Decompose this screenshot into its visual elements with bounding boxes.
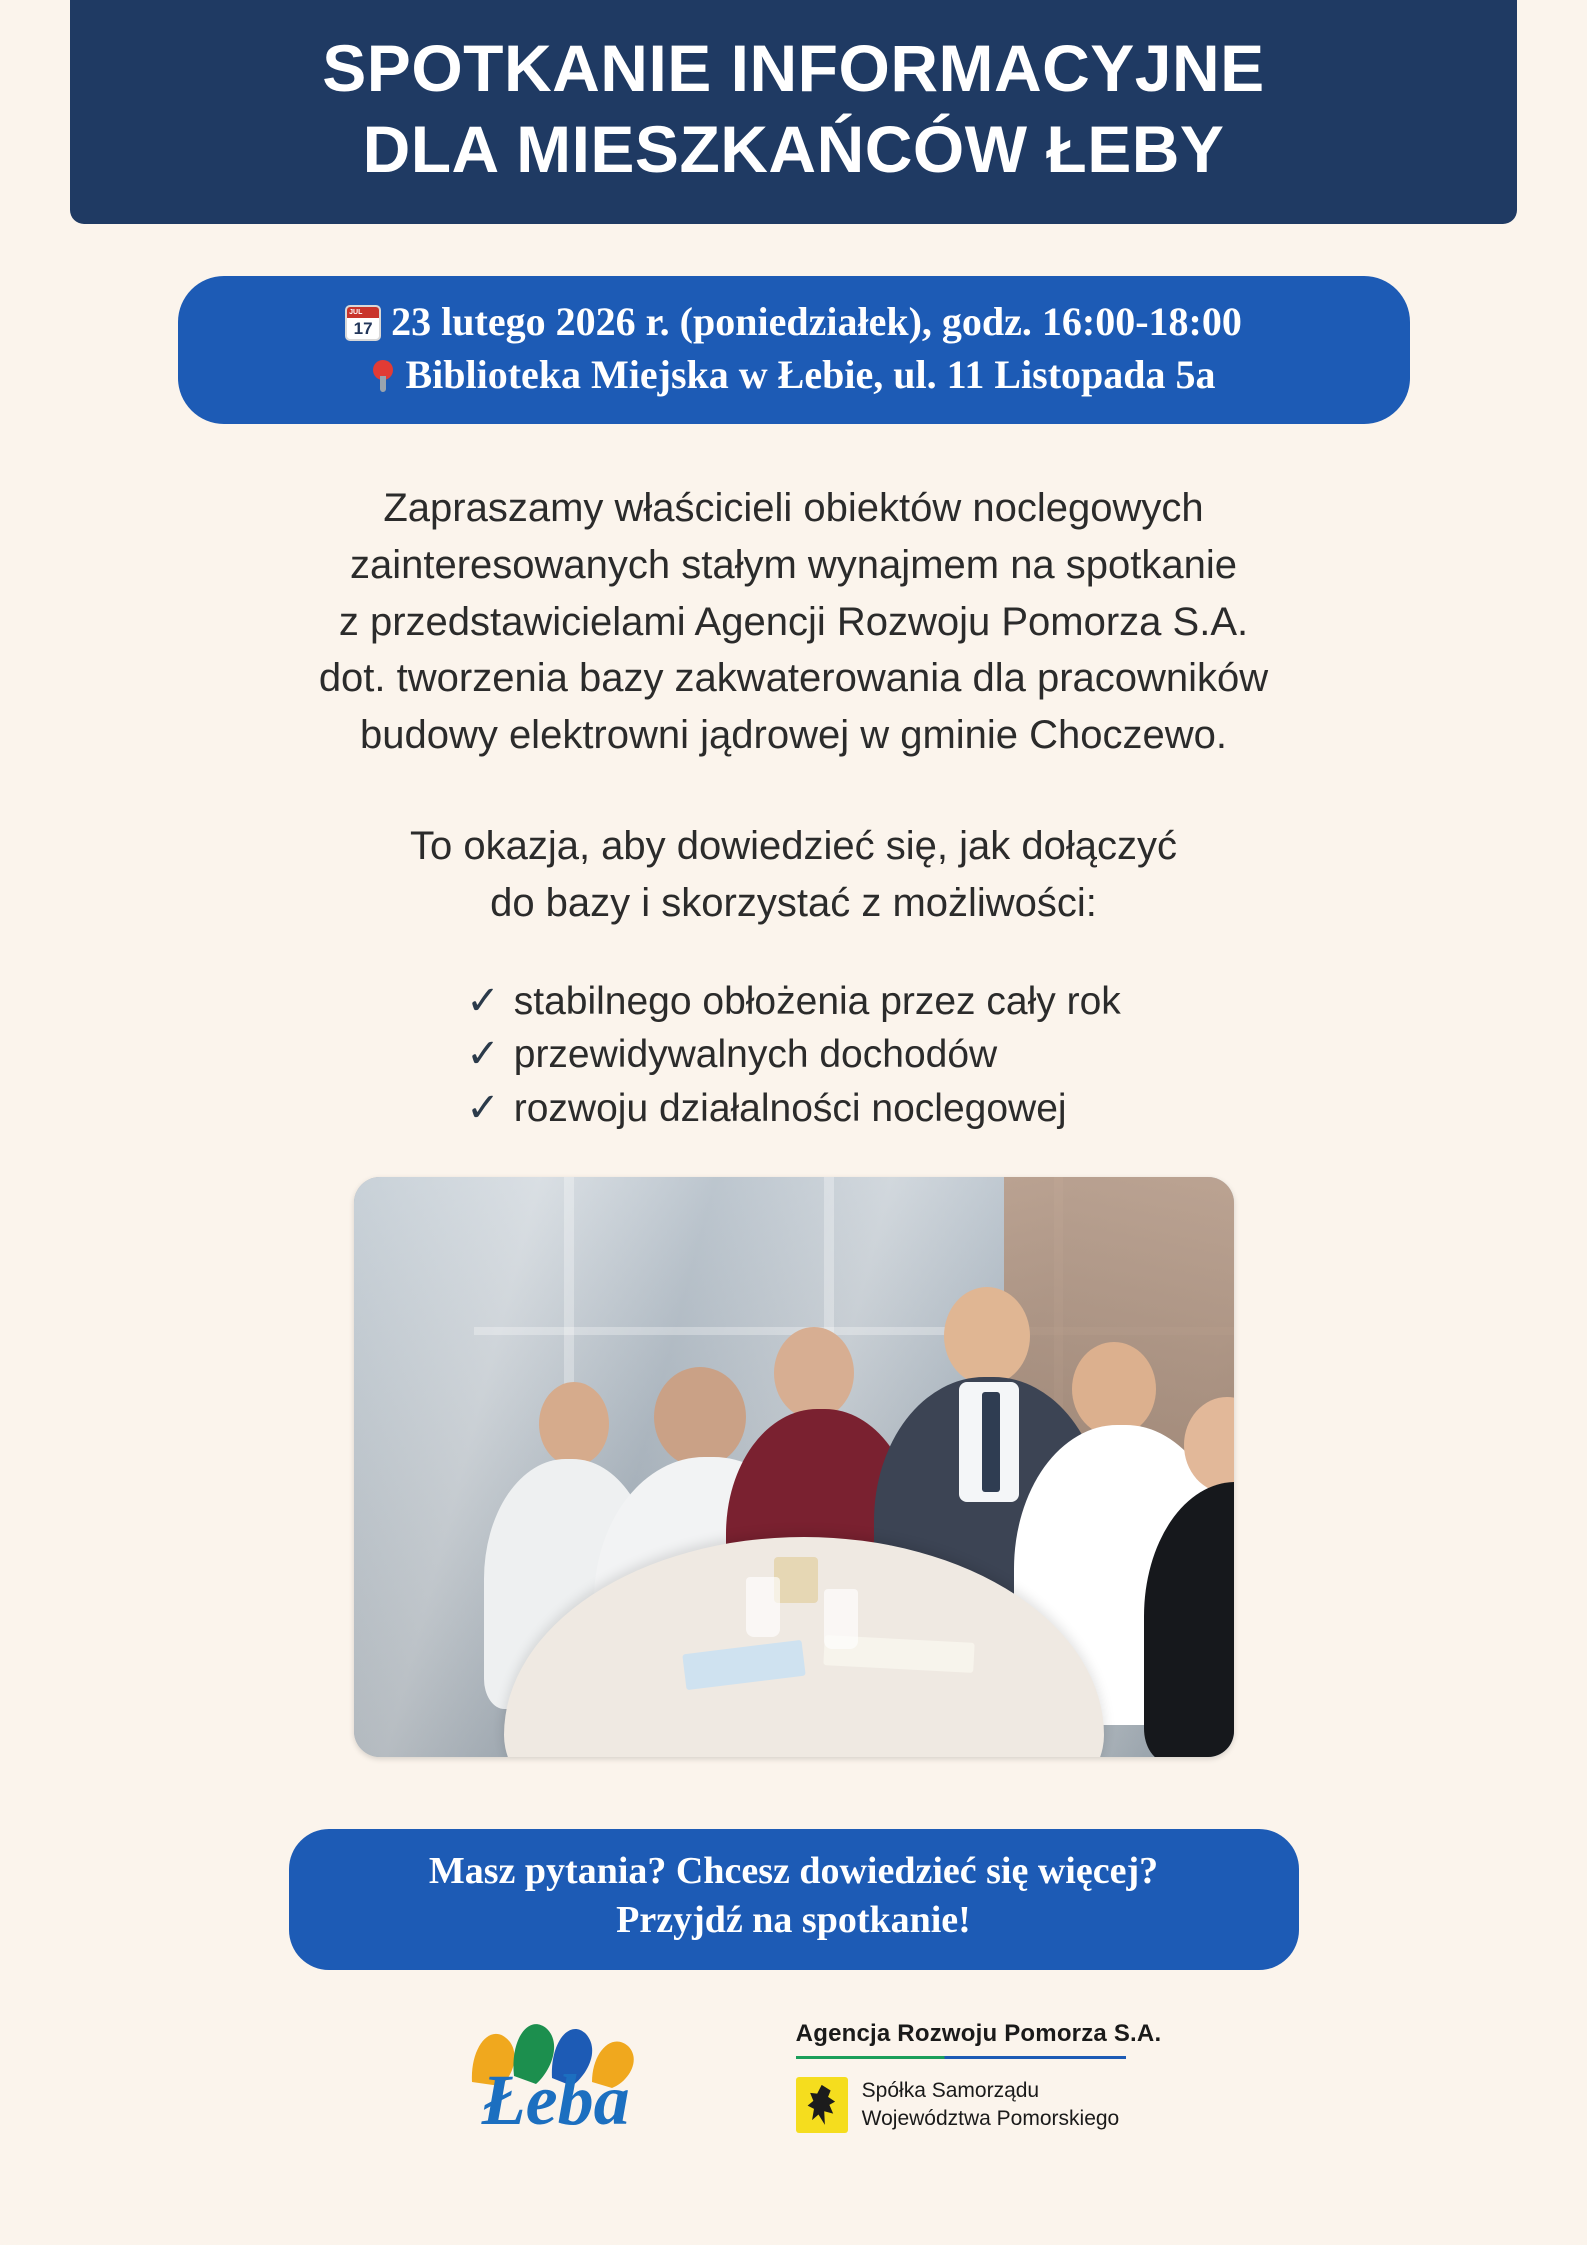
intro-line-3: z przedstawicielami Agencji Rozwoju Pomorza S.A. xyxy=(338,599,1249,644)
event-place-row xyxy=(208,349,1380,402)
arp-logo xyxy=(796,2012,1162,2133)
check-icon: ✓ xyxy=(466,1031,500,1078)
body-copy xyxy=(169,480,1419,932)
meeting-photo-image xyxy=(354,1177,1234,1757)
page-title-line-2: DLA MIESZKAŃCÓW ŁEBY xyxy=(362,112,1225,187)
pencil-holder xyxy=(774,1557,818,1603)
opportunity-line-1: To okazja, aby dowiedzieć się, jak dołączyć xyxy=(409,823,1178,868)
check-icon: ✓ xyxy=(466,977,500,1024)
leba-logo-text: Łeba xyxy=(481,2059,630,2140)
list-item xyxy=(466,1083,1121,1135)
pomorskie-caption-line-1: Spółka Samorządu xyxy=(861,2079,1040,2103)
water-glass xyxy=(824,1589,858,1649)
intro-line-4: dot. tworzenia bazy zakwaterowania dla pracowników xyxy=(318,656,1269,701)
event-date-row xyxy=(208,296,1380,349)
intro-line-1: Zapraszamy właścicieli obiektów noclegowych xyxy=(383,485,1204,530)
calendar-icon-month: JUL xyxy=(347,307,379,318)
benefits-list xyxy=(169,976,1419,1136)
leba-logo xyxy=(426,2012,676,2162)
calendar-icon xyxy=(345,305,381,341)
intro-line-2: zainteresowanych stałym wynajmem na spotkanie xyxy=(349,542,1238,587)
pomorskie-crest-icon xyxy=(796,2077,848,2133)
paragraph-spacer xyxy=(169,764,1419,818)
water-glass xyxy=(746,1577,780,1637)
footer-logos xyxy=(169,2012,1419,2162)
header-banner xyxy=(70,0,1517,224)
calendar-icon-day: 17 xyxy=(353,318,373,338)
cta-line-1: Masz pytania? Chcesz dowiedzieć się więcej? xyxy=(428,1850,1159,1893)
pomorskie-caption xyxy=(862,2077,1120,2132)
event-place-text: Biblioteka Miejska w Łebie, ul. 11 Listopada 5a xyxy=(405,352,1216,398)
check-icon: ✓ xyxy=(466,1085,500,1132)
list-item xyxy=(466,976,1121,1028)
intro-line-5: budowy elektrowni jądrowej w gminie Choczewo. xyxy=(359,713,1228,758)
pomorskie-caption-line-2: Województwa Pomorskiego xyxy=(861,2106,1120,2130)
event-date-text: 23 lutego 2026 r. (poniedziałek), godz. 16:00-18:00 xyxy=(391,299,1242,345)
event-details-bar xyxy=(178,276,1410,424)
cta-line-2: Przyjdź na spotkanie! xyxy=(616,1899,971,1942)
arp-divider xyxy=(796,2056,1126,2059)
benefit-text: stabilnego obłożenia przez cały rok xyxy=(513,979,1121,1023)
benefit-text: przewidywalnych dochodów xyxy=(513,1033,998,1077)
opportunity-line-2: do bazy i skorzystać z możliwości: xyxy=(490,880,1097,925)
benefit-text: rozwoju działalności noclegowej xyxy=(513,1087,1067,1131)
meeting-photo xyxy=(354,1177,1234,1757)
page-title-line-1: SPOTKANIE INFORMACYJNE xyxy=(322,31,1265,105)
map-pin-icon xyxy=(371,359,395,393)
arp-title: Agencja Rozwoju Pomorza S.A. xyxy=(795,2019,1162,2047)
list-item xyxy=(466,1029,1121,1081)
call-to-action-banner xyxy=(289,1829,1299,1970)
